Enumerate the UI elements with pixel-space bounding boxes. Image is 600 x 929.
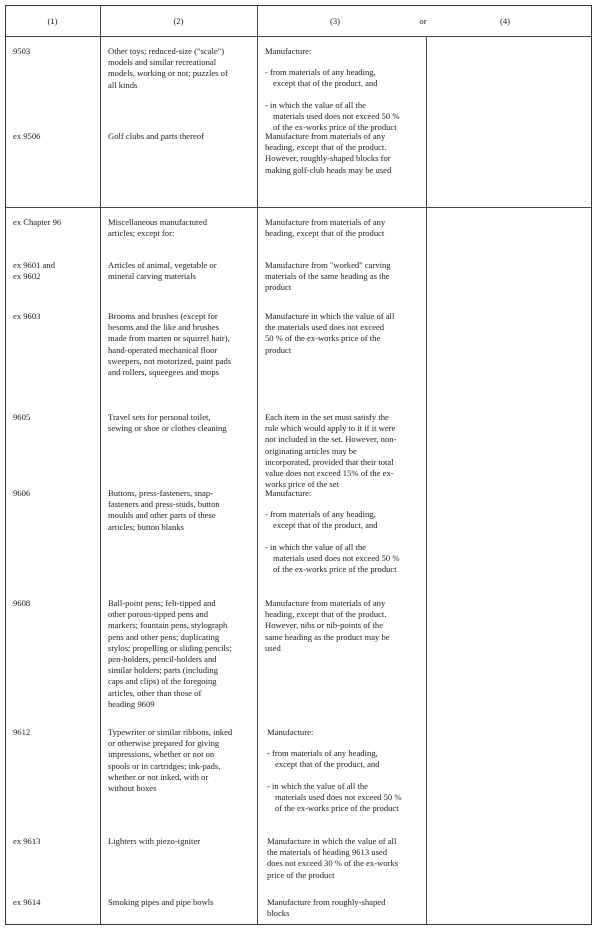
working-rule — [265, 488, 425, 585]
heading-code: ex 9506 — [13, 131, 41, 141]
header-col1: (1) — [47, 16, 58, 26]
rule-paragraph: Each item in the set must satisfy the rule which would apply to it if it were not included in the set. However, non- originating articles may be incorporated, provided that their total value does not exceed 15% of the ex- works price of the set — [265, 412, 397, 490]
product-description: Articles of animal, vegetable or mineral carving materials — [108, 260, 217, 282]
product-description: Other toys; reduced-size ("scale") models and similar recreational models, working or not; puzzles of all kinds — [108, 46, 228, 90]
product-description: Buttons, press-fasteners, snap- fasteners and press-studs, button moulds and other parts of these articles; button blanks — [108, 488, 220, 532]
heading-code: ex 9601 and ex 9602 — [13, 260, 56, 282]
rule-paragraph: - in which the value of all the materials used does not exceed 50 % of the ex-works price of the product — [267, 780, 402, 814]
working-rule — [265, 46, 425, 143]
working-rule — [265, 598, 425, 664]
rule-paragraph: Manufacture from materials of any heading, except that of the product — [265, 217, 386, 239]
rule-paragraph: Manufacture: — [265, 488, 312, 498]
heading-code: ex Chapter 96 — [13, 217, 62, 227]
heading-code: ex 9614 — [13, 897, 41, 907]
header-col2: (2) — [173, 16, 184, 26]
rule-paragraph: Manufacture from materials of any heading, except that of the product. However, nibs or nib-points of the same heading as the product may be used — [265, 598, 390, 653]
header-or: or — [419, 16, 427, 26]
working-rule — [265, 260, 425, 304]
heading-code: 9605 — [13, 412, 31, 422]
working-rule — [267, 727, 427, 824]
working-rule — [265, 311, 425, 366]
header-divider — [5, 36, 592, 37]
product-description: Travel sets for personal toilet, sewing or shoe or clothes cleaning — [108, 412, 227, 434]
heading-code: ex 9613 — [13, 836, 41, 846]
rule-paragraph: Manufacture from "worked" carving materials of the same heading as the product — [265, 260, 391, 293]
header-col3: (3) — [329, 16, 341, 26]
working-rule — [265, 131, 425, 186]
rule-paragraph: - from materials of any heading, except that of the product, and — [267, 748, 380, 770]
rule-paragraph: Manufacture from materials of any heading, except that of the product. However, roughly-shaped blocks for making golf-club heads may be used — [265, 131, 392, 175]
rule-paragraph: Manufacture in which the value of all the materials used does not exceed 50 % of the ex-works price of the product — [265, 311, 395, 355]
heading-code: 9612 — [13, 727, 31, 737]
product-description: Brooms and brushes (except for besoms and the like and brushes made from marten or squirrel hair), hand-operated mechanical floor sweepers, not motorized, paint pads and rollers, squeegees and mops — [108, 311, 232, 378]
rule-paragraph: - from materials of any heading, except that of the product, and — [265, 509, 378, 531]
rule-paragraph: - from materials of any heading, except that of the product, and — [265, 67, 378, 89]
heading-code: 9608 — [13, 598, 31, 608]
rule-paragraph: Manufacture in which the value of all the materials of heading 9613 used does not exceed 30 % of the ex-works price of the product — [267, 836, 399, 880]
rule-paragraph: - in which the value of all the materials used does not exceed 50 % of the ex-works price of the product — [265, 99, 400, 133]
rule-paragraph: Manufacture: — [267, 727, 314, 737]
product-description: Ball-point pens; felt-tipped and other porous-tipped pens and markers; fountain pens, stylograph pens and other pens; duplicating stylos; propelling or sliding pencils; pen-holders, pencil-holders and similar holders; parts (including caps and clips) of the foregoing articles, other than those of heading 9609 — [108, 598, 232, 709]
working-rule — [265, 217, 425, 249]
chapter-divider — [5, 207, 592, 208]
product-description: Miscellaneous manufactured articles; except for: — [108, 217, 208, 239]
product-description: Typewriter or similar ribbons, inked or otherwise prepared for giving impressions, whether or not on spools or in cartridges; ink-pads, whether or not inked, with or without boxes — [108, 727, 233, 794]
header-col4: (4) — [499, 16, 511, 26]
heading-code: ex 9603 — [13, 311, 41, 321]
heading-code: 9503 — [13, 46, 31, 56]
product-description: Smoking pipes and pipe bowls — [108, 897, 214, 907]
product-description: Lighters with piezo-igniter — [108, 836, 201, 846]
rule-paragraph: Manufacture from roughly-shaped blocks — [267, 897, 386, 919]
rule-paragraph: Manufacture: — [265, 46, 312, 56]
column-divider-2 — [257, 5, 258, 925]
heading-code: 9606 — [13, 488, 31, 498]
column-divider-1 — [100, 5, 101, 925]
working-rule — [267, 836, 427, 891]
rule-paragraph: - in which the value of all the materials used does not exceed 50 % of the ex-works price of the product — [265, 541, 400, 575]
working-rule — [267, 897, 427, 929]
product-description: Golf clubs and parts thereof — [108, 131, 204, 141]
